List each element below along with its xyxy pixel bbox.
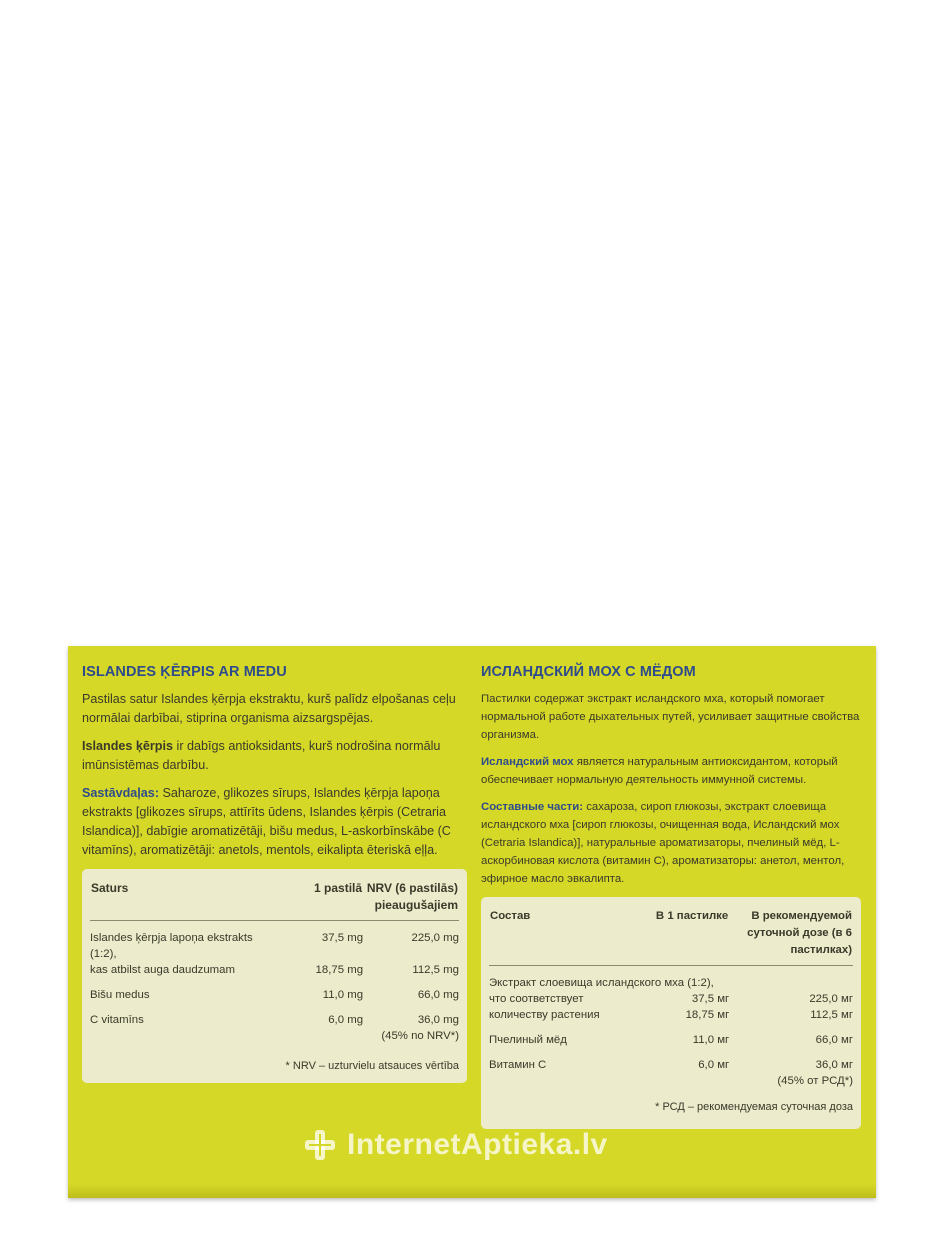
cell: Витамин С <box>489 1059 547 1071</box>
ru-ingredients-label: Составные части: <box>481 801 584 813</box>
cell: 37,5 мг <box>691 993 730 1005</box>
pharmacy-cross-icon <box>303 1128 337 1162</box>
lv-antiox-text: ir dabīgs antioksidants, kurš nodrošina normālu imūnsistēmas darbību. <box>82 739 441 772</box>
table-row <box>489 966 853 992</box>
cell: 225,0 мг <box>809 993 853 1005</box>
watermark <box>303 1128 608 1162</box>
ru-col-daily: В рекомендуемой суточной дозе (в 6 пастилках) <box>729 907 853 966</box>
table-header-row <box>90 879 459 921</box>
ru-antiox-text: является натуральным антиоксидантом, который обеспечивает нормальную деятельность иммунной системы. <box>481 756 838 786</box>
cell: 18,75 мг <box>685 1009 730 1021</box>
lv-antiox-bold: Islandes ķērpis <box>82 739 174 753</box>
cell: 11,0 мг <box>692 1034 730 1046</box>
cell: (45% no NRV*) <box>381 1030 459 1042</box>
cell: количеству растения <box>489 1009 600 1021</box>
cell: 112,5 mg <box>412 964 459 976</box>
box-bottom-shadow <box>68 1184 876 1198</box>
cell: 66,0 mg <box>417 989 459 1001</box>
lv-ingredients-text: Saharoze, glikozes sīrups, Islandes ķērpja lapoņa ekstrakts [glikozes sīrups, attīrīts ūdens, Islandes ķērpis (Cetraria Islandica)], dabīgie aromatizētāji, bišu medus, L-askorbīnskābe (C vitamīns), aromatizētāji: anetols, mentols, eikalipta ēteriskā eļļa. <box>82 786 451 857</box>
cell: (45% от РСД*) <box>777 1075 853 1087</box>
ru-antioxidant <box>481 753 861 789</box>
cell: 66,0 мг <box>815 1034 853 1046</box>
lv-ingredients-label: Sastāvdaļas: <box>82 786 160 800</box>
ru-nutrition-table <box>489 907 853 1089</box>
cell: что соответствует <box>489 993 584 1005</box>
ru-ingredients <box>481 798 861 888</box>
cell: 36,0 мг <box>815 1059 853 1071</box>
product-box-back <box>68 646 876 1198</box>
cell: C vitamīns <box>90 1014 144 1026</box>
cell: 6,0 mg <box>328 1014 364 1026</box>
cell: kas atbilst auga daudzumam <box>90 964 235 976</box>
russian-column <box>481 664 861 1129</box>
ru-nutrition-panel <box>481 897 861 1129</box>
table-row <box>90 1028 459 1044</box>
lv-col-contents: Saturs <box>90 879 282 921</box>
table-row <box>489 1023 853 1048</box>
ru-antiox-bold: Исландский мох <box>481 756 574 768</box>
table-row <box>489 991 853 1007</box>
table-row <box>489 1073 853 1089</box>
lv-nutrition-panel <box>82 869 467 1083</box>
table-row <box>489 1007 853 1023</box>
cell: Пчелиный мёд <box>489 1034 567 1046</box>
table-row <box>90 978 459 1003</box>
watermark-text: InternetAptieka.lv <box>347 1128 608 1161</box>
lv-antioxidant <box>82 737 467 775</box>
ru-title: ИСЛАНДСКИЙ МОХ С МЁДОМ <box>481 664 696 680</box>
table-row <box>90 962 459 978</box>
ru-col-per-pastille: В 1 пастилке <box>635 907 730 966</box>
cell: 18,75 mg <box>315 964 364 976</box>
ru-intro: Пастилки содержат экстракт исландского мха, который помогает нормальной работе дыхательных путей, усиливает защитные свойства организма. <box>481 693 860 741</box>
cell: Экстракт слоевища исландского мха (1:2), <box>489 977 714 989</box>
lv-col-nrv: NRV (6 pastilās) pieaugušajiem <box>363 879 459 921</box>
cell: 112,5 мг <box>810 1009 853 1021</box>
cell: Islandes ķērpja lapoņa ekstrakts (1:2), <box>90 932 253 960</box>
cell: 225,0 mg <box>411 932 459 944</box>
cell: 36,0 mg <box>417 1014 459 1026</box>
lv-col-per-pastille: 1 pastilā <box>282 879 363 921</box>
cell: Bišu medus <box>90 989 150 1001</box>
table-row <box>90 1003 459 1028</box>
latvian-column <box>82 664 467 1083</box>
lv-ingredients <box>82 784 467 860</box>
ru-col-contents: Состав <box>489 907 635 966</box>
lv-footnote: * NRV – uzturvielu atsauces vērtība <box>285 1060 459 1072</box>
cell: 11,0 mg <box>322 989 364 1001</box>
cell: 6,0 мг <box>698 1059 730 1071</box>
cell: 37,5 mg <box>321 932 364 944</box>
table-header-row <box>489 907 853 966</box>
ru-footnote: * РСД – рекомендуемая суточная доза <box>655 1101 853 1113</box>
lv-nutrition-table <box>90 879 459 1044</box>
lv-title: ISLANDES ĶĒRPIS AR MEDU <box>82 664 287 680</box>
table-row <box>489 1048 853 1073</box>
ru-ingredients-text: сахароза, сироп глюкозы, экстракт слоевища исландского мха [сироп глюкозы, очищенная вода, Исландский мох (Cetraria Islandica)], натуральные ароматизаторы, пчелиный мёд, L-аскорбиновая кислота (витамин С), ароматизаторы: анетол, ментол, эфирное масло эвкалипта. <box>481 801 845 885</box>
lv-intro: Pastilas satur Islandes ķērpja ekstraktu, kurš palīdz elpošanas ceļu normālai darbībai, stiprina organisma aizsargspējas. <box>82 692 456 725</box>
table-row <box>90 921 459 963</box>
